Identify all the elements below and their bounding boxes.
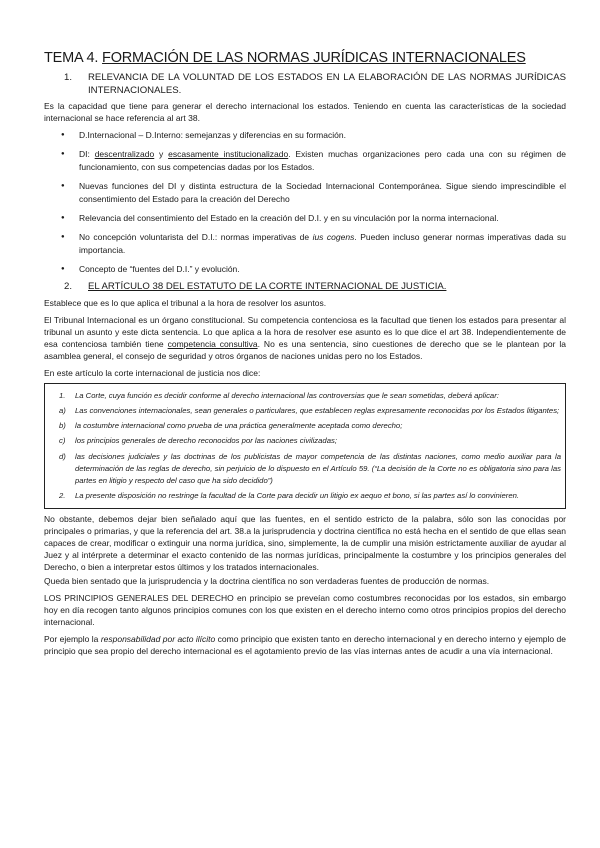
quote-item: b) la costumbre internacional como prueba de una práctica generalmente aceptada como derecho; (59, 421, 403, 431)
section-2-paragraph-4: No obstante, debemos dejar bien señalado aquí que las fuentes, en el sentido estricto de la palabra, sólo son las conocidas por principales o primarias, y que la referencia del art. 38.a la jurisprudencia y doctrina científica no está hecha en el sentido de que ellas sean capaces de crear, modificar o extinguir una norma jurídica, sino, simplemente, la de cumplir una misión estrictamente auxiliar de ayudar al Juez y al intérprete a determinar el exacto contenido de las normas jurídicas, principalmente la costumbre y los principios generales del Derecho, o bien a interpretar estos últimos y los tratados internacionales. (44, 514, 566, 573)
section-2-paragraph-5: Queda bien sentado que la jurisprudencia y la doctrina científica no son verdaderas fuentes de producción de normas. (44, 576, 490, 587)
section-1-bullet-list (44, 129, 566, 276)
section-2-paragraph-7: Por ejemplo la responsabilidad por acto ilícito como principio que existen tanto en derecho internacional y en derecho interno y ejemplo de principio que sea propio del derecho internacional es el agotamiento previo de las vías internas antes de acudir a una vía internacional. (44, 634, 566, 657)
quote-item: c) los principios generales de derecho reconocidos por las naciones civilizadas; (59, 436, 337, 446)
list-item: ● Nuevas funciones del DI y distinta estructura de la Sociedad Internacional Contemporánea. Sigue siendo imprescindible el consentimiento del Estado para la creación del Derecho (44, 180, 566, 207)
section-1-intro: Es la capacidad que tiene para generar el derecho internacional los estados. Teniendo en cuenta las características de la sociedad internacional se hace referencia al art 38. (44, 101, 566, 123)
list-item: ● DI: descentralizado y escasamente institucionalizado. Existen muchas organizaciones pero cada una con su régimen de funcionamiento, con sus competencias dadas por los Estados. (44, 148, 566, 175)
section-2-title: EL ARTÍCULO 38 DEL ESTATUTO DE LA CORTE INTERNACIONAL DE JUSTICIA. (88, 281, 447, 293)
section-2-paragraph-6: LOS PRINCIPIOS GENERALES DEL DERECHO en principio se preveían como costumbres reconocidas por los estados, sin embargo hoy en día recogen tanto algunos principios comunes con los que existen en el derecho interno como otros principios propios del derecho internacional. (44, 593, 566, 628)
list-item: ● D.Internacional – D.Interno: semejanzas y diferencias en su formación. (44, 129, 566, 143)
list-item: ● Concepto de “fuentes del D.I.” y evolución. (44, 263, 566, 277)
quote-item: d) las decisiones judiciales y las doctrinas de los publicistas de mayor competencia de las distintas naciones, como medio auxiliar para la determinación de las reglas de derecho, sin perjuicio de lo dispuesto en el Artículo 59. (“La decisión de la Corte no es obligatoria sino para las partes en litigio y respecto del caso que ha sido decidido”) (59, 451, 561, 486)
section-2-number: 2. (64, 281, 73, 293)
quote-item: a) Las convenciones internacionales, sean generales o particulares, que establecen reglas expresamente reconocidas por los Estados litigantes; (59, 406, 560, 416)
quote-item: 1. La Corte, cuya función es decidir conforme al derecho internacional las controversias que le sean sometidas, deberá aplicar: (59, 390, 499, 400)
quote-item: 2. La presente disposición no restringe la facultad de la Corte para decidir un litigio ex aequo et bono, si las partes así lo convinieren. (59, 491, 520, 501)
section-1-title: RELEVANCIA DE LA VOLUNTAD DE LOS ESTADOS EN LA ELABORACIÓN DE LAS NORMAS JURÍDICAS INTERNACIONALES. (88, 72, 566, 96)
article-38-quote-box (44, 383, 566, 510)
section-1-number: 1. (64, 72, 73, 83)
section-1-heading (44, 72, 566, 97)
title-prefix: TEMA 4. (44, 50, 99, 66)
section-2-paragraph-2: El Tribunal Internacional es un órgano constitucional. Su competencia contenciosa es la facultad que tienen los estados para presentar al tribunal un asunto y este dicta sentencia. Lo que aplica a la hora de resolver ese asunto es lo que dice el art 38. Independientemente de esa contenciosa también tiene competencia consultiva. No es una sentencia, sino cuestiones de derecho que se le plantean por la asamblea general, el consejo de seguridad y otros órganos de naciones unidas pero no los Estados. (44, 314, 567, 361)
list-item: ● Relevancia del consentimiento del Estado en la creación del D.I. y en su vinculación por la norma internacional. (44, 212, 566, 226)
page-title (44, 50, 566, 66)
list-item: ● No concepción voluntarista del D.I.: normas imperativas de ius cogens. Pueden incluso generar normas imperativas dada su importancia. (44, 231, 566, 258)
title-main: FORMACIÓN DE LAS NORMAS JURÍDICAS INTERNACIONALES (102, 50, 526, 66)
section-2-paragraph-1: Establece que es lo que aplica el tribunal a la hora de resolver los asuntos. (44, 297, 327, 308)
document-page (44, 50, 566, 662)
section-2-heading (44, 281, 566, 294)
section-2-paragraph-3: En este artículo la corte internacional de justicia nos dice: (44, 367, 261, 378)
